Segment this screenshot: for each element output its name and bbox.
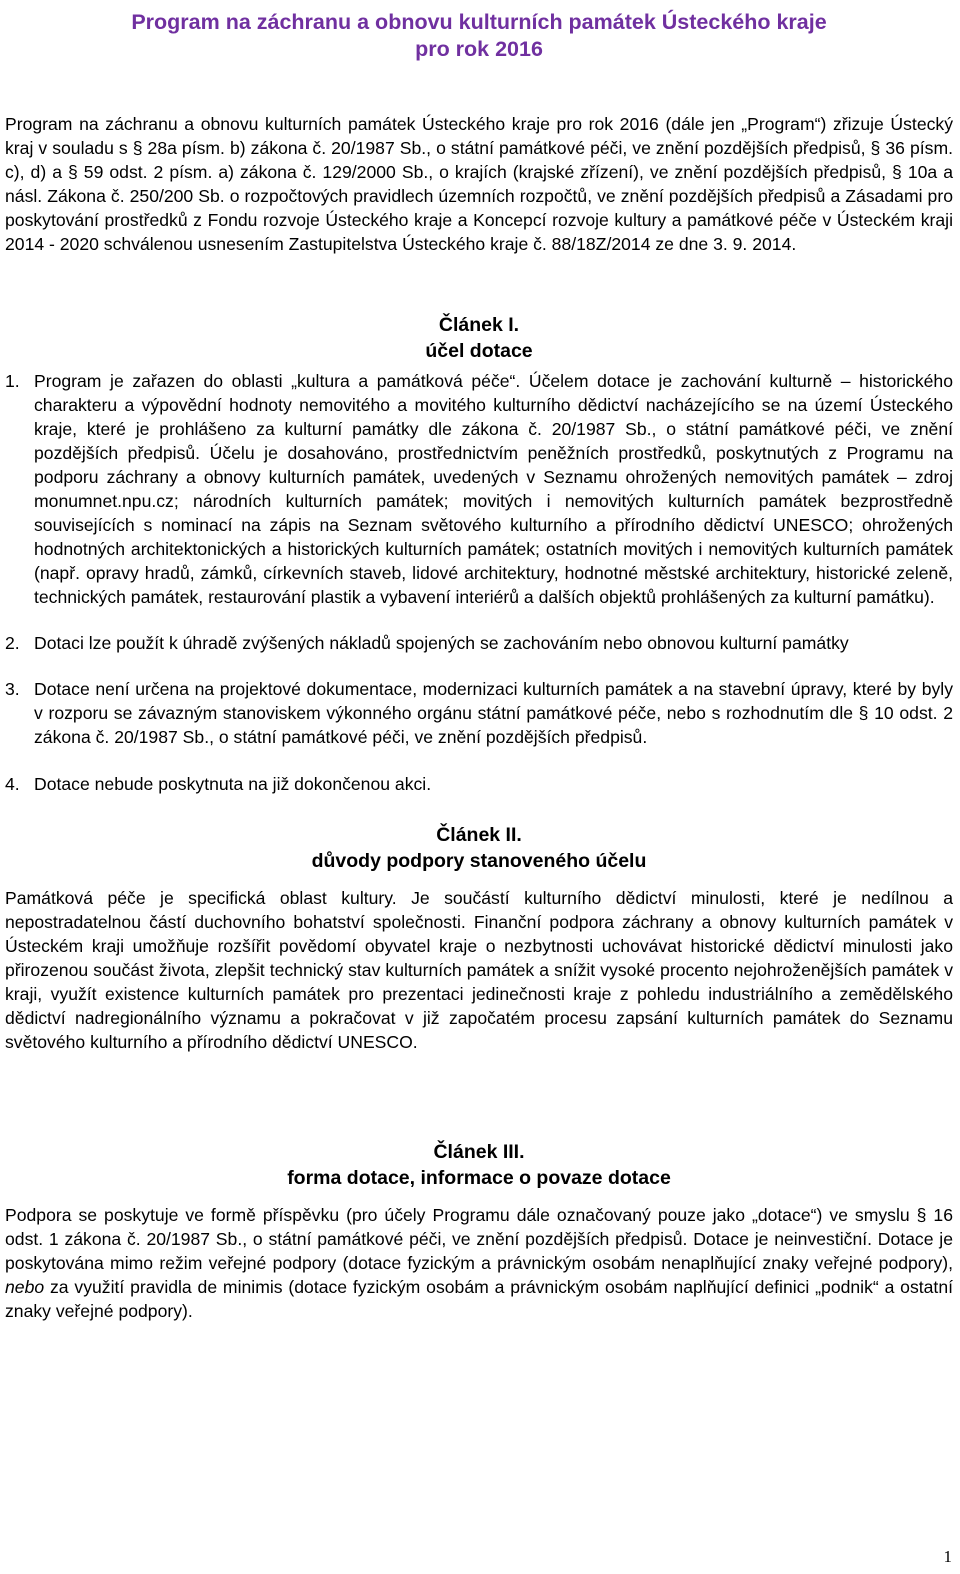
document-title-line1: Program na záchranu a obnovu kulturních památek Ústeckého kraje [131, 10, 827, 34]
list-item-text: Dotaci lze použít k úhradě zvýšených nákladů spojených se zachováním nebo obnovou kulturní památky [34, 633, 849, 653]
list-item [5, 677, 953, 749]
page-number: 1 [943, 1547, 952, 1566]
list-item [5, 369, 953, 609]
article-1-heading [5, 312, 953, 364]
document-page [5, 0, 953, 1323]
article-1-subheading: účel dotace [425, 340, 533, 362]
list-item [5, 631, 953, 655]
article-1-number: Článek I. [438, 314, 520, 336]
list-item [5, 772, 953, 796]
article-3-body-part2: za využití pravidla de minimis (dotace fyzickým osobám a právnickým osobám naplňující definici „podnik“ a ostatní znaky veřejné podpory). [5, 1277, 953, 1321]
intro-paragraph: Program na záchranu a obnovu kulturních památek Ústeckého kraje pro rok 2016 (dále jen „Program“) zřizuje Ústecký kraj v souladu s § 28a písm. b) zákona č. 20/1987 Sb., o státní památkové péči, ve znění pozdějších předpisů, § 36 písm. c), d) a § 59 odst. 2 písm. a) zákona č. 129/2000 Sb., o krajích (krajské zřízení), ve znění pozdějších předpisů, § 10a a násl. Zákona č. 250/200 Sb. o rozpočtových pravidlech územních rozpočtů, ve znění pozdějších předpisů a Zásadami pro poskytování prostředků z Fondu rozvoje Ústeckého kraje a Koncepcí rozvoje kultury a památkové péče v Ústeckém kraji 2014 - 2020 schválenou usnesením Zastupitelstva Ústeckého kraje č. 88/18Z/2014 ze dne 3. 9. 2014. [5, 114, 953, 254]
article-1-list [5, 369, 953, 796]
article-3-body [5, 1203, 953, 1323]
article-2-subheading: důvody podpory stanoveného účelu [311, 850, 647, 872]
list-item-text: Program je zařazen do oblasti „kultura a památková péče“. Účelem dotace je zachování kulturně – historického charakteru a výpovědní hodnoty nemovitého a movitého kulturního dědictví nacházejícího se na území Ústeckého kraje, které je prohlášeno za kulturní památky dle zákona č. 20/1987 Sb., o státní památkové péči, ve znění pozdějších předpisů. Účelu je dosahováno, prostřednictvím peněžních prostředků, poskytnutých z Programu na podporu záchrany a obnovy kulturních památek, uvedených v Seznamu ohrožených nemovitých památek – zdroj monumnet.npu.cz; národních kulturních památek; movitých i nemovitých kulturních památek bezprostředně souvisejících s nominací na zápis na Seznam světového kulturního a přírodního dědictví UNESCO; ohrožených hodnotných architektonických a historických kulturních památek; ostatních movitých i nemovitých kulturních památek (např. opravy hradů, zámků, církevních staveb, lidové architektury, hodnotné městské architektury, historické zeleně, technických památek, restaurování plastik a vybavení interiérů a dalších objektů prohlášených za kulturní památku). [34, 371, 953, 607]
list-item-number: 1. [5, 371, 20, 391]
article-2-body: Památková péče je specifická oblast kultury. Je součástí kulturního dědictví minulosti, které je nedílnou a nepostradatelnou částí duchovního bohatství společnosti. Finanční podpora záchrany a obnovy kulturních památek v Ústeckém kraji umožňuje rozšířit povědomí obyvatel kraje o nezbytnosti uchovávat historické dědictví minulosti jako přirozenou součást života, zlepšit technický stav kulturních památek a snížit vysoké procento nejohroženějších památek v kraji, využít existence kulturních památek pro prezentaci jedinečnosti kraje z pohledu industriálního a zemědělského dědictví nadregionálního významu a pokračovat v již započatém procesu zapsání kulturních památek do Seznamu světového kulturního a přírodního dědictví UNESCO. [5, 888, 953, 1052]
list-item-number: 4. [5, 774, 20, 794]
list-item-text: Dotace nebude poskytnuta na již dokončenou akci. [34, 774, 432, 794]
list-item-text: Dotace není určena na projektové dokumentace, modernizaci kulturních památek a na stavební úpravy, které by byly v rozporu se závazným stanoviskem výkonného orgánu státní památkové péče, nebo s rozhodnutím dle § 10 odst. 2 zákona č. 20/1987 Sb., o státní památkové péči, ve znění pozdějších předpisů. [34, 679, 953, 747]
article-2-number: Článek II. [436, 824, 522, 846]
list-item-number: 3. [5, 679, 20, 699]
article-3-body-part1: Podpora se poskytuje ve formě příspěvku (pro účely Programu dále označovaný pouze jako „dotace“) ve smyslu § 16 odst. 1 zákona č. 20/1987 Sb., o státní památkové péči, ve znění pozdějších předpisů. Dotace je neinvestiční. Dotace je poskytována mimo režim veřejné podpory (dotace fyzickým a právnickým osobám nenaplňující znaky veřejné podpory), [5, 1205, 953, 1273]
article-3-subheading: forma dotace, informace o povaze dotace [287, 1167, 671, 1189]
document-title [5, 9, 953, 63]
article-3-number: Článek III. [433, 1141, 525, 1163]
list-item-number: 2. [5, 633, 20, 653]
article-3-body-italic: nebo [5, 1277, 45, 1297]
article-3-heading [5, 1139, 953, 1191]
document-title-line2: pro rok 2016 [415, 37, 543, 61]
article-2-heading [5, 822, 953, 874]
